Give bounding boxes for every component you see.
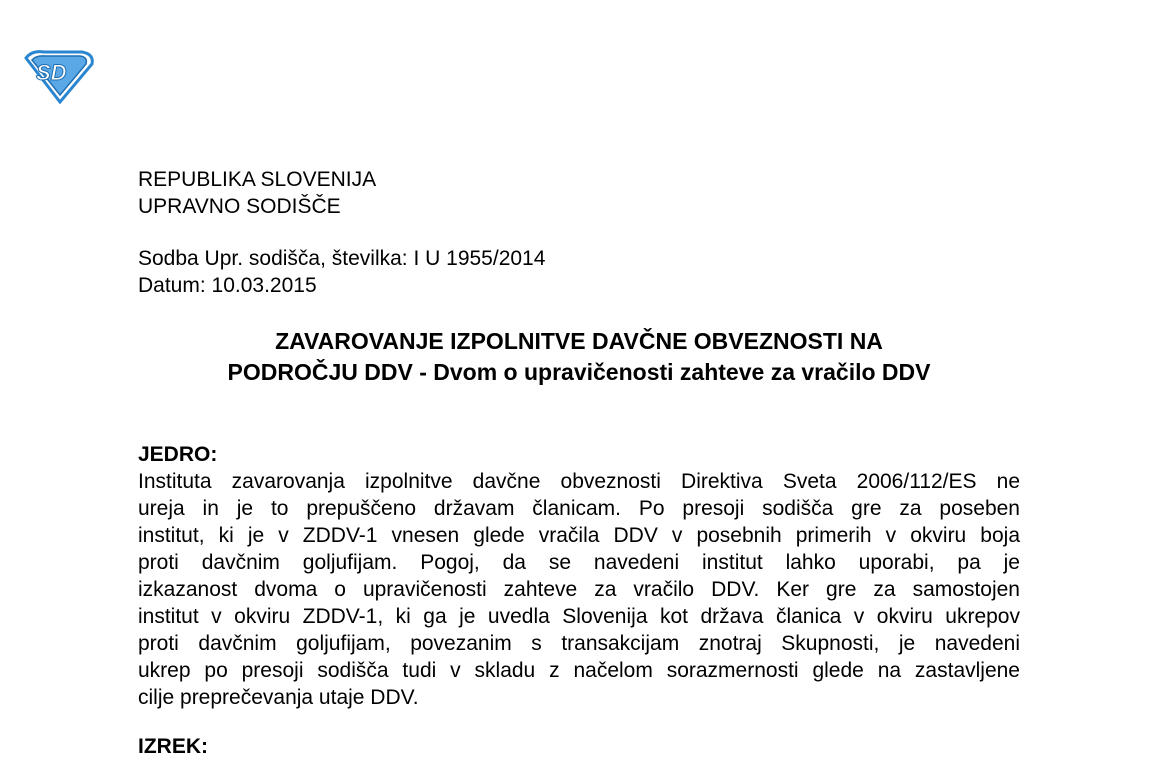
paragraph-line: proti davčnim goljufijam. Pogoj, da se navedeni institut lahko uporabi, pa je [138,551,1020,574]
paragraph-line: ureja in je to prepuščeno državam članicam. Po presoji sodišča gre za poseben [138,497,1020,520]
paragraph-line: proti davčnim goljufijam, povezanim s transakcijam znotraj Skupnosti, je navedeni [138,632,1020,655]
court-logo [22,48,96,104]
logo-lettering: SD [36,60,67,85]
country-name: REPUBLIKA SLOVENIJA [138,168,377,191]
court-logo-icon [22,48,96,104]
paragraph-line: cilje preprečevanja utaje DDV. [138,686,419,709]
title-line-2: PODROČJU DDV - Dvom o upravičenosti zahteve za vračilo DDV [227,359,931,385]
case-number: Sodba Upr. sodišča, številka: I U 1955/2014 [138,247,546,270]
case-info [138,245,545,299]
document-title [138,326,1020,388]
izrek-heading: IZREK: [138,735,208,758]
paragraph-line: Instituta zavarovanja izpolnitve davčne obveznosti Direktiva Sveta 2006/112/ES ne [138,470,1020,493]
paragraph-line: izkazanost dvoma o upravičenosti zahteve za vračilo DDV. Ker gre za samostojen [138,578,1020,601]
paragraph-line: institut v okviru ZDDV-1, ki ga je uvedla Slovenija kot država članica v okviru ukrepov [138,605,1020,628]
jedro-paragraph [138,468,1020,711]
jedro-heading: JEDRO: [138,443,218,466]
paragraph-line: ukrep po presoji sodišča tudi v skladu z načelom sorazmernosti glede na zastavljene [138,659,1020,682]
case-date: Datum: 10.03.2015 [138,274,317,297]
court-header [138,166,376,220]
title-line-1: ZAVAROVANJE IZPOLNITVE DAVČNE OBVEZNOSTI NA [275,328,883,354]
paragraph-line: institut, ki je v ZDDV-1 vnesen glede vračila DDV v posebnih primerih v okviru boja [138,524,1020,547]
court-name: UPRAVNO SODIŠČE [138,195,341,218]
